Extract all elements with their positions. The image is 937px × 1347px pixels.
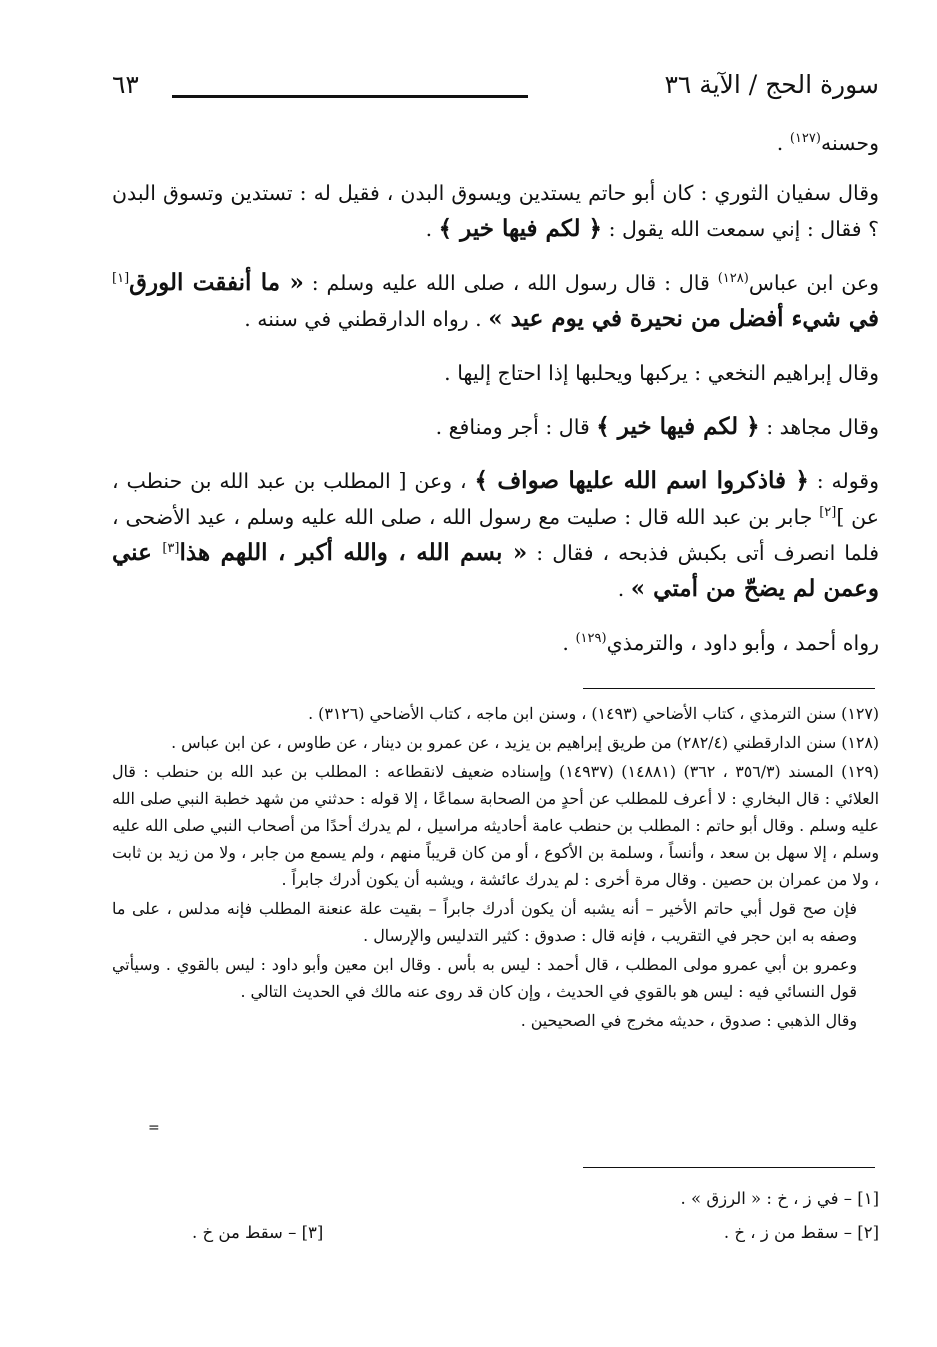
paragraph-sufyan: وقال سفيان الثوري : كان أبو حاتم يستدين ويسوق البدن ، فقيل له : تستدين وتسوق البدن ؟ فقال : إني سمعت الله يقول : ﴿ لكم فيها خير ﴾ . [112, 181, 879, 242]
footnotes [112, 700, 879, 1036]
footnote-129-continuation: وعمرو بن أبي عمرو مولى المطلب ، قال أحمد : ليس به بأس . وقال ابن معين وأبو داود : ليس بالقوي . وسيأتي قول النسائي فيه : ليس هو بالقوي في الحديث ، وإن كان قد روى عنه مالك في الحديث التالي . [112, 955, 857, 1001]
footnote-127: (١٢٧) سنن الترمذي ، كتاب الأضاحي (١٤٩٣) ، وسنن ابن ماجه ، كتاب الأضاحي (٣١٢٦) . [308, 704, 879, 723]
hadith-quote: « ما أنفقت الورق [129, 269, 304, 296]
continuation-mark: = [148, 1120, 160, 1136]
footnote-ref-129: (١٢٩) [575, 631, 607, 647]
quran-quote: ﴿ لكم فيها خير ﴾ [438, 215, 603, 242]
variant-note-2: [٢] – سقط من ز ، خ . [723, 1223, 879, 1242]
quran-quote: ﴿ لكم فيها خير ﴾ [596, 413, 760, 440]
main-text [112, 125, 879, 679]
variant-ref-1: [١] [112, 271, 130, 287]
variant-note-1: [١] – في ز ، خ : « الرزق » . [680, 1189, 879, 1208]
running-header-title: سورة الحج / الآية ٣٦ [664, 70, 879, 99]
footnote-rule [583, 688, 875, 689]
footnote-ref-128: (١٢٨) [717, 271, 749, 287]
variant-ref-2: [٢] [819, 505, 837, 521]
variants-rule [583, 1167, 875, 1168]
hadith-quote-cont: في شيء أفضل من نحيرة في يوم عيد » [488, 305, 879, 332]
paragraph-mujahid: وقال مجاهد : ﴿ لكم فيها خير ﴾ قال : أجر ومنافع . [435, 413, 879, 440]
page-number: ٦٣ [112, 70, 139, 99]
header-rule [172, 95, 528, 98]
paragraph-nakhai: وقال إبراهيم النخعي : يركبها ويحلبها إذا احتاج إليها . [444, 361, 879, 385]
variant-note-3: [٣] – سقط من خ . [192, 1223, 324, 1242]
footnote-ref-127: (١٢٧) [789, 131, 821, 147]
footnote-129: (١٢٩) المسند (٣٥٦/٣ ، ٣٦٢) (١٤٨٨١) (١٤٩٣٧) وإسناده ضعيف لانقطاعه : المطلب بن عبد الله بن حنطب : قال العلائي : قال البخاري : لا أعرف للمطلب عن أحدٍ من الصحابة سماعًا ، إلا قوله : حدثني من شهد خطبة النبي صلى الله عليه وسلم . وقال أبو حاتم : المطلب بن حنطب عامة أحاديثه مراسيل ، لم يدرك أحدًا من أصحاب النبي صلى الله عليه وسلم ، إلا سهل بن سعد ، وأنساً ، وسلمة بن الأكوع ، أو من كان قريباً منهم ، ولم يسمع من جابر ، ولا من زيد بن ثابت ، ولا من عمران بن حصين . وقال مرة أخرى : لم يدرك عائشة ، ويشبه أن يكون أدرك جابراً . [112, 762, 879, 889]
footnote-129-continuation: وقال الذهبي : صدوق ، حديثه مخرج في الصحيحين . [520, 1011, 857, 1030]
paragraph-ibn-abbas: وعن ابن عباس$^{(١٢٨)}$ قال : قال رسول الله ، صلى الله عليه وسلم : « ما أنفقت الورق[١] في شيء أفضل من نحيرة في يوم عيد » . رواه الدارقطني في سننه . [112, 269, 880, 332]
paragraph-riwayah: رواه أحمد ، وأبو داود ، والترمذي$^{(١٢٩)}$ . [562, 631, 879, 655]
paragraph-hassanah: وحسنه$^{(١٢٧)}$ . [776, 131, 879, 155]
quran-quote: ﴿ فاذكروا اسم الله عليها صواف ﴾ [474, 467, 809, 494]
footnote-129-continuation: فإن صح قول أبي حاتم الأخير – أنه يشبه أن يكون أدرك جابراً – بقيت علة عنعنة المطلب فإنه مدلس ، على ما وصفه به ابن حجر في التقريب ، فإنه قال : صدوق : كثير التدليس والإرسال . [112, 899, 857, 945]
variant-ref-3: [٣] [162, 541, 180, 557]
footnote-128: (١٢٨) سنن الدارقطني (٢٨٢/٤) من طريق إبراهيم بن يزيد ، عن عمرو بن دينار ، عن طاوس ، عن ابن عباس . [171, 733, 879, 752]
paragraph-jabir: وقوله : ﴿ فاذكروا اسم الله عليها صواف ﴾ ، وعن [ المطلب بن عبد الله بن حنطب ، عن ][٢] جابر بن عبد الله قال : صليت مع رسول الله ، صلى الله عليه وسلم ، عيد الأضحى ، فلما انصرف أتى بكبش فذبحه ، فقال : « بسم الله ، والله أكبر ، اللهم هذا[٣] عني وعمن لم يضحّ من أمتي » . [112, 467, 879, 602]
hadith-quote-cont: عني وعمن لم يضحّ من أمتي » [112, 539, 879, 602]
hadith-quote: « بسم الله ، والله أكبر ، اللهم هذا [179, 539, 528, 566]
